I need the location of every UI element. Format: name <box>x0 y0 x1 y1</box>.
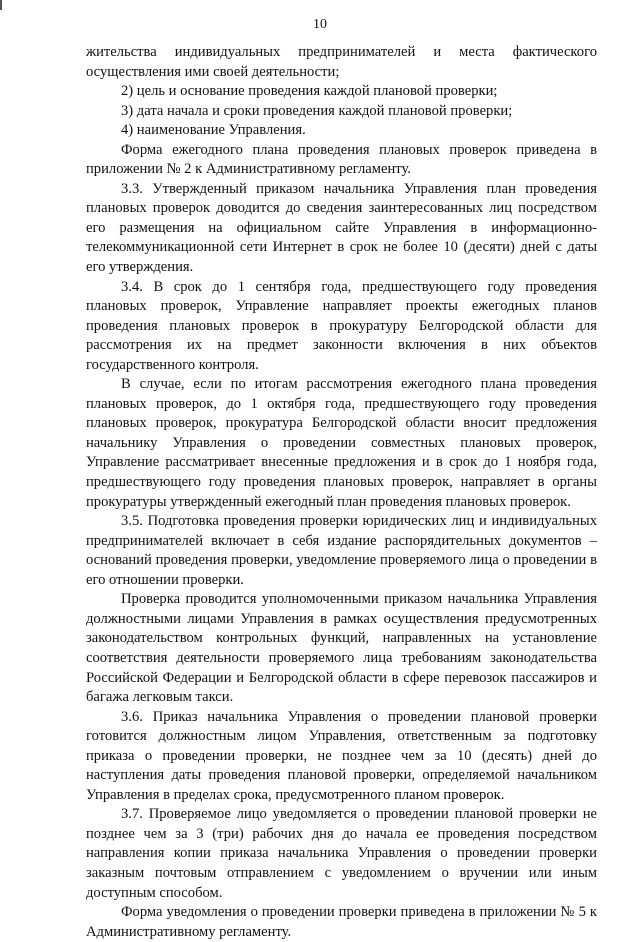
paragraph-10: Проверка проводится уполномоченными приказом начальника Управления должностными лицами Управления в рамках осуществления предусмотренных законодательством контрольных функций, направленных на установление соответствия деятельности проверяемого лица требованиям законодательства Российской Федерации и Белгородской области в сфере перевозок пассажиров и багажа легковым такси. <box>86 591 597 706</box>
paragraph-9: 3.5. Подготовка проведения проверки юридических лиц и индивидуальных предпринимателей включает в себя издание распорядительных документов – оснований проведения проверки, уведомление проверяемого лица о проведении в его отношении проверки. <box>86 513 597 588</box>
paragraph-3: 3) дата начала и сроки проведения каждой плановой проверки; <box>121 102 513 119</box>
document-body <box>86 43 597 942</box>
paragraph-13: Форма уведомления о проведении проверки приведена в приложении № 5 к Административному регламенту. <box>86 904 597 940</box>
paragraph-6: 3.3. Утвержденный приказом начальника Управления план проведения плановых проверок доводится до сведения заинтересованных лиц посредством его размещения на официальном сайте Управления в информационно-телекоммуникационной сети Интернет в срок не более 10 (десяти) дней с даты его утверждения. <box>86 180 597 276</box>
paragraph-7: 3.4. В срок до 1 сентября года, предшествующего году проведения плановых проверок, Управление направляет проекты ежегодных планов проведения плановых проверок в прокуратуру Белгородской области для рассмотрения их на предмет законности включения в них объектов государственного контроля. <box>86 278 597 373</box>
paragraph-2: 2) цель и основание проведения каждой плановой проверки; <box>121 83 498 100</box>
page-number: 10 <box>313 17 327 32</box>
paragraph-8: В случае, если по итогам рассмотрения ежегодного плана проведения плановых проверок, до 1 октября года, предшествующего году проведения плановых проверок, прокуратура Белгородской области вносит предложения начальнику Управления о проведении совместных плановых проверок, Управление рассматривает внесенные предложения и в срок до 1 ноября года, предшествующего году проведения плановых проверок, направляет в органы прокуратуры утвержденный ежегодный план проведения плановых проверок. <box>86 376 597 510</box>
paragraph-1: жительства индивидуальных предпринимателей и места фактического осуществления ими своей деятельности; <box>86 44 597 80</box>
paragraph-11: 3.6. Приказ начальника Управления о проведении плановой проверки готовится должностным лицом Управления, ответственным за подготовку приказа о проведении проверки, не позднее чем за 10 (десять) дней до наступления даты проведения плановой проверки, определяемой начальником Управления в пределах срока, предусмотренного планом проверок. <box>86 708 597 803</box>
paragraph-5: Форма ежегодного плана проведения плановых проверок приведена в приложении № 2 к Административному регламенту. <box>86 141 597 178</box>
paragraph-12: 3.7. Проверяемое лицо уведомляется о проведении плановой проверки не позднее чем за 3 (три) рабочих дня до начала ее проведения посредством направления копии приказа начальника Управления о проведении проверки заказным почтовым отправлением с уведомлением о вручении или иным доступным способом. <box>86 806 597 901</box>
scan-edge-mark <box>0 0 2 10</box>
paragraph-4: 4) наименование Управления. <box>121 122 306 139</box>
